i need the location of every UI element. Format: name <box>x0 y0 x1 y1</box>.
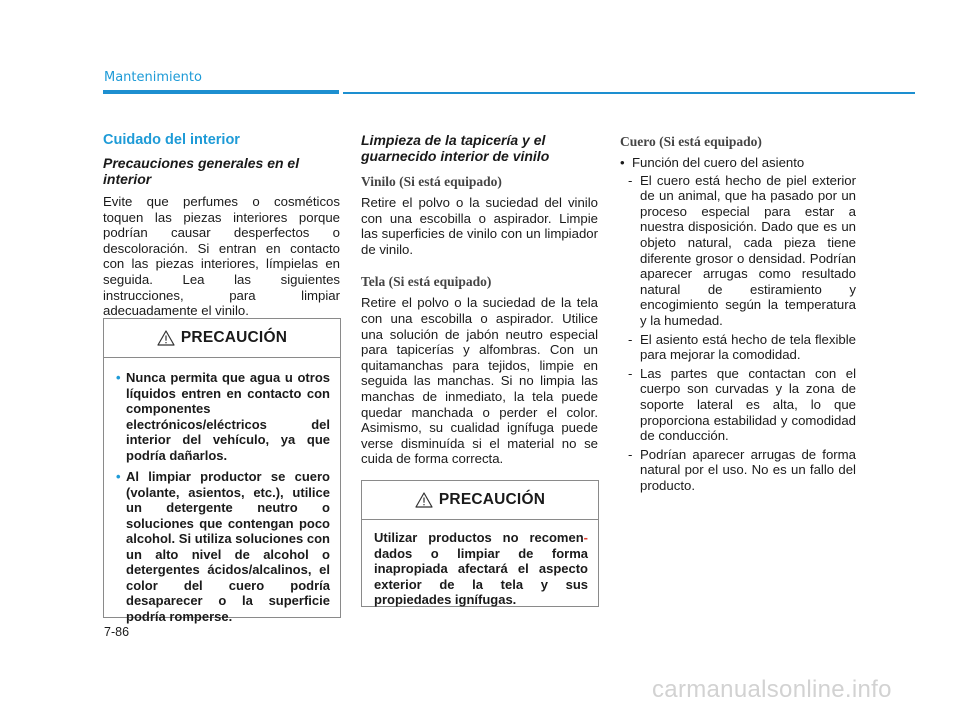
warning-triangle-icon <box>415 492 433 508</box>
section-header-label: Mantenimiento <box>104 70 202 85</box>
vinyl-paragraph: Retire el polvo o la suciedad del vinilo con una escobilla o aspirador. Limpie las superficies de vinilo con un limpiador de vinilo. <box>361 195 598 257</box>
section-title: Cuidado del interior <box>103 132 240 148</box>
bullet-dot-icon: • <box>116 370 121 385</box>
bullet-dot-icon: • <box>116 469 121 484</box>
cleaning-title: Limpieza de la tapicería y el guarnecido interior de vinilo <box>361 132 550 164</box>
fabric-heading: Tela (Si está equipado) <box>361 274 492 290</box>
caution-box-middle <box>361 480 599 607</box>
leather-item: - El cuero está hecho de piel exterior de un animal, que ha pasado por un proceso especial para estar a nuestra disposición. Dado que es un objeto natural, cada pieza tiene diferente grosor o densidad. Podrían aparecer arrugas como resultado natural de estiramiento y encogimiento según la temperatura y la humedad. <box>628 172 856 328</box>
caution-item-text: Nunca permita que agua u otros líquidos entren en contacto con componentes electrónicos/eléctricos del interior del vehículo, ya que podría dañarlos. <box>126 370 330 463</box>
dash-icon: - <box>628 446 633 462</box>
caution-item-text: Al limpiar productor se cuero (volante, asientos, etc.), utilice un detergente neutro o soluciones que contengan poco alcohol. Si utiliza soluciones con un alto nivel de alcohol o detergentes ácidos/alcalinos, el color del cuero podría desaparecer o la superficie podría romperse. <box>126 469 330 624</box>
subsection-title: Precauciones generales en el interior <box>103 155 300 187</box>
leather-bullet: • Función del cuero del asiento <box>620 155 805 170</box>
leather-item: - El asiento está hecho de tela flexible para mejorar la comodidad. <box>628 331 856 363</box>
caution-title: PRECAUCIÓN <box>180 329 288 346</box>
warning-triangle-icon <box>157 330 175 346</box>
leather-item: - Podrían aparecer arrugas de forma natural por el uso. No es un fallo del producto. <box>628 446 856 493</box>
caution-text: Utilizar productos no recomen- dados o limpiar de forma inapropiada afectará el aspecto exterior de la tela y sus propiedades ignífugas. <box>374 530 588 607</box>
caution-box-left <box>103 318 341 624</box>
leather-heading: Cuero (Si está equipado) <box>620 134 762 149</box>
dash-icon: - <box>628 172 633 188</box>
bullet-dot-icon: • <box>620 155 632 170</box>
dash-icon: - <box>628 365 633 381</box>
intro-paragraph: Evite que perfumes o cosméticos toquen las piezas interiores porque podrían causar desperfectos o descoloración. Si entran en contacto con las piezas interiores, límpielas en seguida. Lea las siguientes instrucciones, para limpiar adecuadamente el vinilo. <box>103 194 340 319</box>
caution-header <box>362 481 598 520</box>
caution-title: PRECAUCIÓN <box>438 491 546 508</box>
caution-item <box>116 469 330 624</box>
leather-item: - Las partes que contactan con el cuerpo son curvadas y la zona de soporte lateral es alta, lo que proporciona estabilidad y comodidad de conducción. <box>628 365 856 444</box>
fabric-paragraph: Retire el polvo o la suciedad de la tela con una escobilla o aspirador. Utilice una solución de jabón neutro especial para tapicerías y alfombras. Con un quitamanchas para tejidos, limpie en seguida las manchas. Si no limpia las manchas de inmediato, la tela puede quedar manchada o perder el color. Asimismo, su cualidad ignífuga puede verse disminuída si el material no se cuida de forma correcta. <box>361 295 598 467</box>
column-left <box>103 132 340 319</box>
vinyl-heading: Vinilo (Si está equipado) <box>361 174 502 189</box>
caution-header <box>104 319 340 358</box>
header-rule-light <box>343 92 915 94</box>
column-middle <box>361 132 598 467</box>
header-rule-dark <box>103 90 339 94</box>
column-right <box>620 132 856 496</box>
caution-item <box>116 370 330 463</box>
page-number: 7-86 <box>104 625 130 639</box>
dash-icon: - <box>628 331 633 347</box>
hyphen-mark: - <box>583 530 588 545</box>
watermark: carmanualsonline.info <box>652 676 892 703</box>
